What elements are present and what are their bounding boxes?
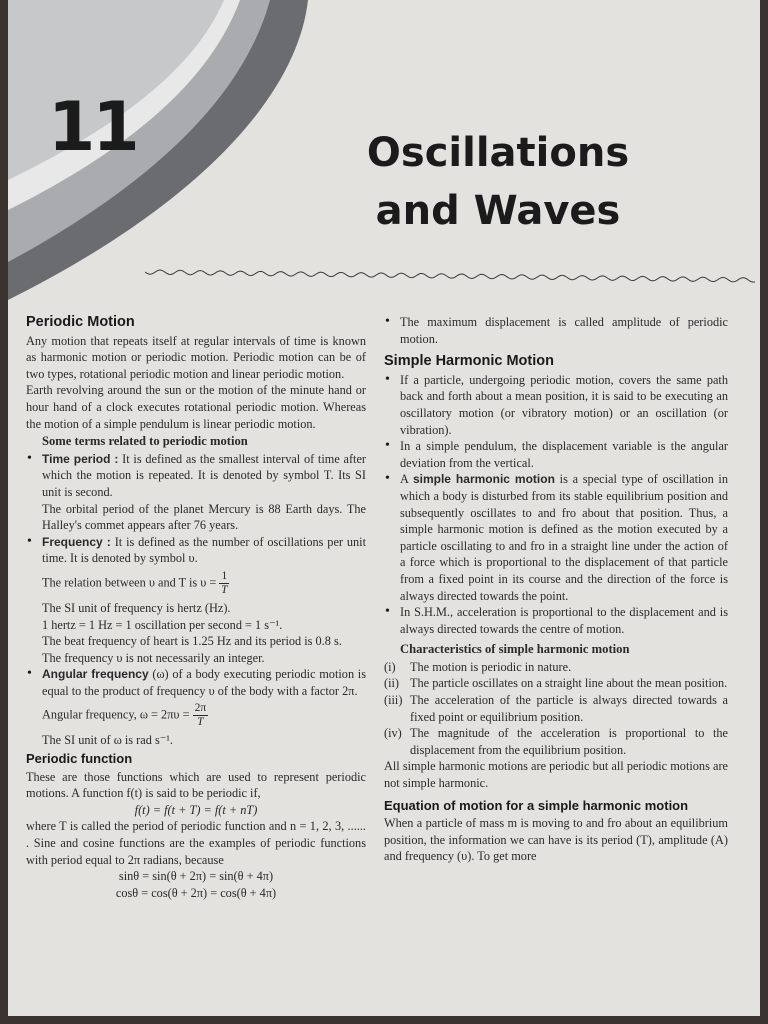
paragraph: where T is called the period of periodic function and n = 1, 2, 3, ...... . Sine and cosine functions are the examples of periodic functions with period equal to 2π radians, because <box>26 819 366 867</box>
list-item: (iii) The acceleration of the particle is always directed towards a fixed point or equilibrium position. <box>384 693 728 724</box>
term-time-period: Time period : <box>42 451 119 466</box>
list-item: (iv) The magnitude of the acceleration is proportional to the displacement from the equilibrium position. <box>384 726 728 757</box>
paragraph: The orbital period of the planet Mercury is 88 Earth days. The Halley's commet appears after 76 years. <box>42 501 366 533</box>
chapter-number: 11 <box>48 88 137 167</box>
paragraph: The SI unit of ω is rad s⁻¹. <box>42 733 173 748</box>
list-item: • In a simple pendulum, the displacement variable is the angular deviation from the vertical. <box>384 438 728 471</box>
list-item: • If a particle, undergoing periodic motion, covers the same path back and forth about a mean position, it is said to be executing an oscillatory motion (or vibratory motion) or an oscillation (or vibration). <box>384 372 728 438</box>
term-simple-harmonic-motion: simple harmonic motion <box>412 472 555 487</box>
left-column <box>26 314 366 901</box>
subheading-some-terms: Some terms related to periodic motion <box>42 434 248 449</box>
formula-frequency: The relation between υ and T is υ = $\frac{1}{T}$ <box>42 569 228 596</box>
chapter-title <box>358 124 638 240</box>
paragraph: These are those functions which are used to represent periodic motions. A function f(t) is said to be periodic if, <box>26 769 366 801</box>
paragraph: The SI unit of frequency is hertz (Hz). <box>42 600 231 615</box>
paragraph: Any motion that repeats itself at regular intervals of time is known as harmonic motion or periodic motion. Periodic motion can be of two types, rotational periodic motion and linear periodic motion. <box>26 333 366 381</box>
heading-periodic-motion: Periodic Motion <box>26 314 135 330</box>
right-column <box>384 314 728 865</box>
amplitude-list <box>384 314 728 347</box>
textbook-page <box>8 0 760 1016</box>
fraction: $\frac{2\pi}{T}$ <box>194 702 207 729</box>
paragraph: The frequency υ is not necessarily an integer. <box>42 650 265 665</box>
list-item-amplitude: • The maximum displacement is called amplitude of periodic motion. <box>384 314 728 347</box>
list-item-angular-frequency <box>26 666 366 749</box>
list-item: • In S.H.M., acceleration is proportional to the displacement and is always directed towards the centre of motion. <box>384 604 728 637</box>
list-item-shm-definition: • A simple harmonic motion is a special type of oscillation in which a body is disturbed from its stable equilibrium position and subsequently oscillates to and fro about that position. Thus, a simple harmonic motion is defined as the motion executed by a particle oscillating to and fro in a straight line under the action of a force which is proportional to the displacement of that particle from a fixed point in its course and the direction of the force is always directed towards the point. <box>384 471 728 604</box>
heading-simple-harmonic-motion: Simple Harmonic Motion <box>384 353 554 370</box>
formula-cosine: cosθ = cos(θ + 2π) = cos(θ + 4π) <box>115 885 277 900</box>
formula-periodic: f(t) = f(t + T) = f(t + nT) <box>134 802 258 817</box>
characteristics-list <box>384 659 728 759</box>
list-item: (i) The motion is periodic in nature. <box>384 659 572 674</box>
subheading-characteristics: Characteristics of simple harmonic motion <box>400 642 630 657</box>
paragraph: Earth revolving around the sun or the motion of the minute hand or hour hand of a clock executes rotational periodic motion. Whereas the motion of a simple pendulum is linear periodic motion. <box>26 383 366 431</box>
formula-angular-frequency: Angular frequency, ω = 2πυ = $\frac{2\pi}{T}$ <box>42 702 207 729</box>
list-item: (ii) The particle oscillates on a straight line about the mean position. <box>384 676 728 691</box>
term-angular-frequency: Angular frequency <box>42 667 149 682</box>
heading-equation-of-motion: Equation of motion for a simple harmonic motion <box>384 797 689 813</box>
paragraph-note: All simple harmonic motions are periodic but all periodic motions are not simple harmonic. <box>384 759 728 791</box>
heading-periodic-function: Periodic function <box>26 751 133 767</box>
list-item-time-period <box>26 451 366 534</box>
paragraph: When a particle of mass m is moving to and fro about an equilibrium position, the information we can have is its period (T), amplitude (A) and frequency (υ). To get more <box>384 816 728 864</box>
paragraph: The beat frequency of heart is 1.25 Hz and its period is 0.8 s. <box>42 634 342 649</box>
wavy-divider <box>145 258 755 288</box>
definition-text: It is defined as the number of oscillations per unit time. It is denoted by symbol υ. <box>42 534 366 566</box>
shm-list <box>384 372 728 638</box>
fraction: $\frac{1}{T}$ <box>221 569 228 596</box>
list-item-frequency <box>26 534 366 667</box>
definition-text: It is defined as the smallest interval of time after which the motion is repeated. It is denoted by symbol T. Its SI unit is second. <box>42 451 367 499</box>
term-frequency: Frequency : <box>42 534 111 549</box>
paragraph: 1 hertz = 1 Hz = 1 oscillation per second = 1 s⁻¹. <box>42 617 283 632</box>
terms-list <box>26 451 366 749</box>
formula-sine: sinθ = sin(θ + 2π) = sin(θ + 4π) <box>118 869 274 884</box>
definition-text: (ω) of a body executing periodic motion is equal to the product of frequency υ of the body with a factor 2π. <box>42 667 366 698</box>
chapter-title-line2: and Waves <box>375 188 621 234</box>
chapter-title-line1: Oscillations <box>366 130 630 176</box>
